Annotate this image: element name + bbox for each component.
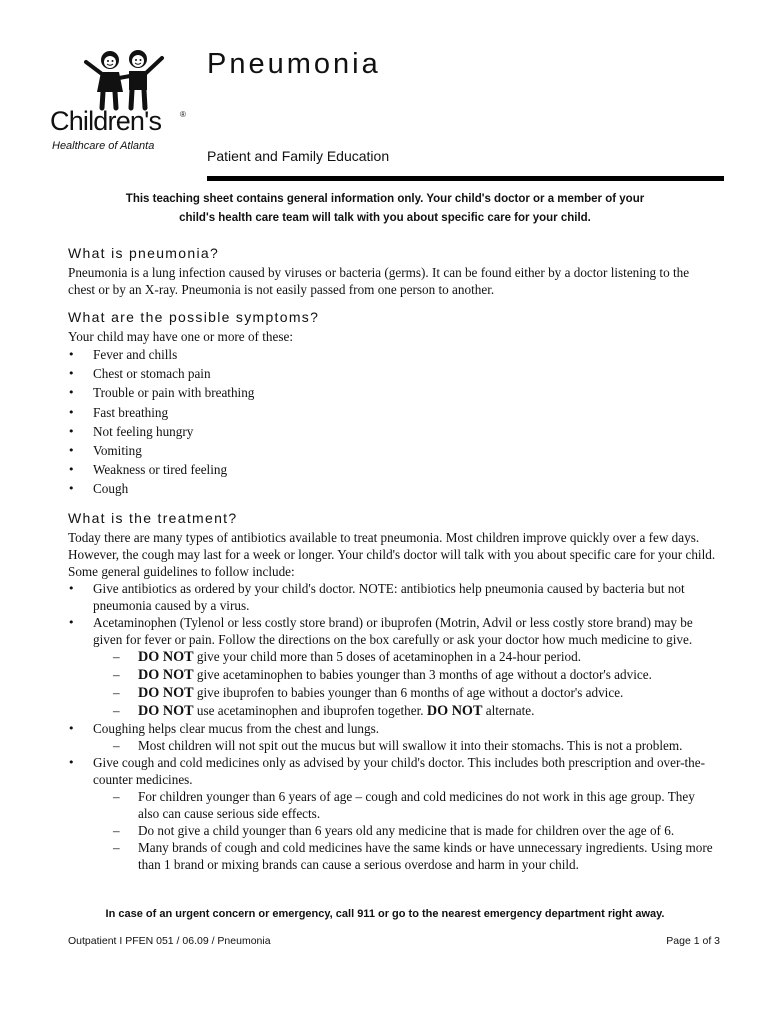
list-item	[68, 580, 718, 614]
sub-item	[113, 684, 718, 702]
sub-item-text: alternate.	[485, 702, 535, 718]
do-not-label: DO NOT	[138, 684, 194, 701]
list-item: • Trouble or pain with breathing	[68, 383, 718, 402]
list-item: • Not feeling hungry	[68, 422, 718, 441]
section-intro: Today there are many types of antibiotics available to treat pneumonia. Most children improve quickly over a few days. However, the cough may last for a week or longer. Your child's doctor will talk with you about specific care for your child. Some general guidelines to follow include:	[68, 529, 716, 579]
sub-item: – For children younger than 6 years of age – cough and cold medicines do not work in this age group. They also can cause serious side effects.	[113, 788, 718, 822]
do-not-label: DO NOT	[138, 648, 194, 665]
symptom-list	[68, 345, 718, 499]
disclaimer-line-1: This teaching sheet contains general information only. Your child's doctor or a member of your	[125, 193, 645, 205]
do-not-label: DO NOT	[426, 702, 483, 719]
section-heading: What is pneumonia?	[68, 245, 220, 261]
sub-list	[113, 737, 718, 754]
section-symptoms	[68, 308, 718, 499]
sub-item	[113, 648, 718, 666]
section-heading: What are the possible symptoms?	[68, 309, 320, 325]
list-item: • Vomiting	[68, 441, 718, 460]
item-text: Give antibiotics as ordered by your child's doctor. NOTE: antibiotics help pneumonia caused by bacteria but not pneumonia caused by a virus.	[93, 580, 685, 613]
page-subtitle: Patient and Family Education	[207, 148, 390, 164]
list-item: • Weakness or tired feeling	[68, 460, 718, 479]
logo-subtitle: Healthcare of Atlanta	[52, 140, 155, 152]
list-item: • Cough	[68, 479, 718, 498]
header-rule	[207, 176, 724, 181]
disclaimer-notice	[60, 190, 710, 228]
do-not-label: DO NOT	[138, 666, 194, 683]
disclaimer-line-2: child's health care team will talk with you about specific care for your child.	[179, 212, 591, 224]
do-not-label: DO NOT	[138, 702, 194, 719]
sub-item-text: give acetaminophen to babies younger than 3 months of age without a doctor's advice.	[196, 666, 652, 682]
sub-item-text: use acetaminophen and ibuprofen together.	[196, 702, 424, 718]
sub-item-text: give your child more than 5 doses of acetaminophen in a 24-hour period.	[196, 648, 582, 664]
list-item: • Chest or stomach pain	[68, 364, 718, 383]
section-what-is	[68, 244, 718, 298]
item-text: Coughing helps clear mucus from the chest and lungs.	[93, 720, 380, 736]
children-figures-icon	[74, 48, 174, 112]
sub-item: – Many brands of cough and cold medicines have the same kinds or have unnecessary ingredients. Using more than 1 brand or mixing brands can cause a serious overdose and harm in your child.	[113, 839, 718, 873]
logo	[48, 48, 198, 158]
list-item	[68, 614, 718, 720]
page-title: Pneumonia	[207, 48, 381, 80]
section-intro: Your child may have one or more of these:	[68, 329, 293, 344]
sub-list	[113, 788, 718, 873]
sub-item: – Do not give a child younger than 6 years old any medicine that is made for children over the age of 6.	[113, 822, 718, 839]
section-treatment	[68, 509, 718, 873]
sub-item	[113, 666, 718, 684]
list-item: • Fast breathing	[68, 403, 718, 422]
item-text: Acetaminophen (Tylenol or less costly store brand) or ibuprofen (Motrin, Advil or less costly store brand) may be given for fever or pain. Follow the directions on the box carefully or ask your doctor how much medicine to give.	[93, 614, 693, 647]
list-item	[68, 754, 718, 873]
footer-page-number: Page 1 of 3	[666, 935, 720, 947]
treatment-list	[68, 580, 718, 873]
list-item	[68, 720, 718, 754]
sub-item-text: give ibuprofen to babies younger than 6 months of age without a doctor's advice.	[196, 684, 624, 700]
footer-document-id: Outpatient I PFEN 051 / 06.09 / Pneumonia	[68, 935, 271, 947]
section-heading: What is the treatment?	[68, 509, 238, 526]
logo-brand: Children's	[50, 106, 162, 136]
registered-mark: ®	[180, 110, 186, 119]
list-item: • Fever and chills	[68, 345, 718, 364]
main-content	[68, 244, 718, 883]
emergency-notice: In case of an urgent concern or emergency, call 911 or go to the nearest emergency department right away.	[105, 908, 665, 920]
item-text: Give cough and cold medicines only as advised by your child's doctor. This includes both prescription and over-the-counter medicines.	[93, 754, 706, 787]
sub-item	[113, 702, 718, 720]
sub-list	[113, 648, 718, 720]
section-body: Pneumonia is a lung infection caused by viruses or bacteria (germs). It can be found either by a doctor listening to the chest or by an X-ray. Pneumonia is not easily passed from one person to another.	[68, 265, 690, 297]
sub-item: – Most children will not spit out the mucus but will swallow it into their stomachs. This is not a problem.	[113, 737, 718, 754]
